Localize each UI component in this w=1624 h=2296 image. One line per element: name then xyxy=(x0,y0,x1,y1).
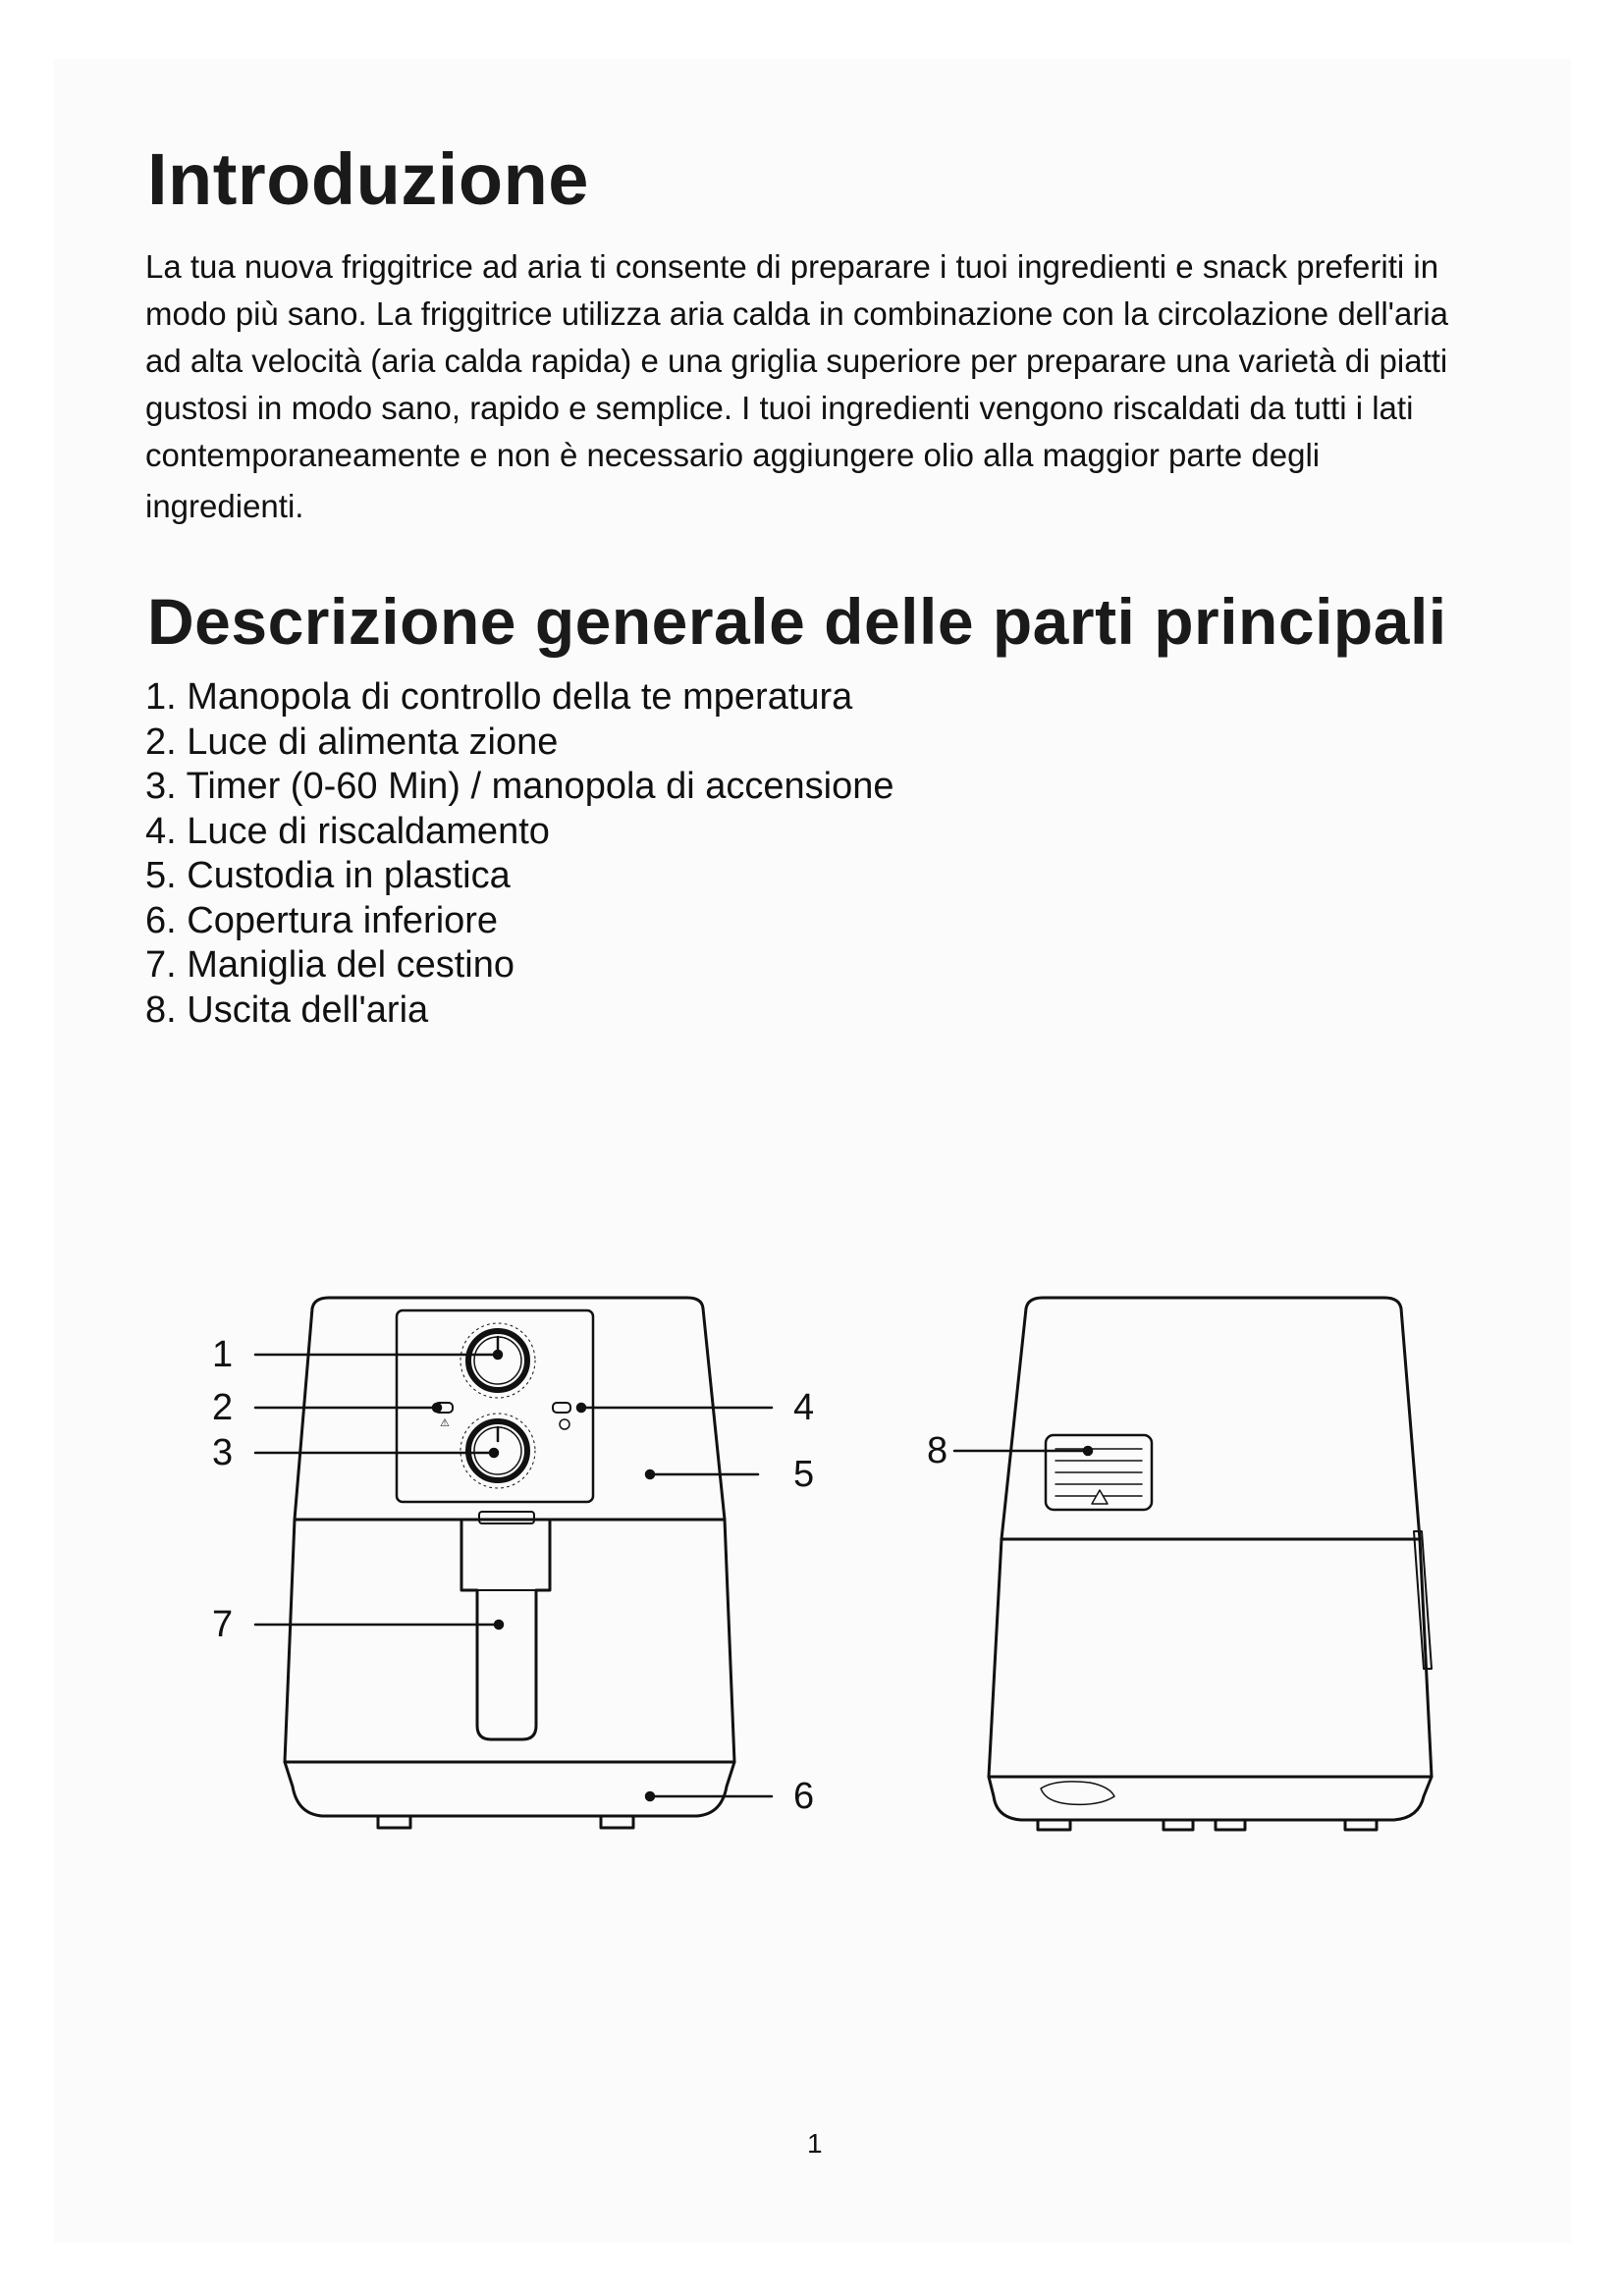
callout-1: 1 xyxy=(212,1334,234,1375)
callout-2: 2 xyxy=(212,1387,234,1428)
front-foot-right xyxy=(601,1816,633,1828)
front-foot-left xyxy=(378,1816,410,1828)
parts-list-item: 4. Luce di riscaldamento xyxy=(145,810,550,852)
front-leader-lines xyxy=(255,1351,772,1800)
air-outlet-icon xyxy=(1046,1435,1152,1510)
callout-3: 3 xyxy=(212,1432,234,1473)
bottom-cover xyxy=(285,1762,734,1816)
intro-line: contemporaneamente e non è necessario aggiungere olio alla maggior parte degli xyxy=(145,437,1321,473)
intro-line: ingredienti. xyxy=(145,488,304,524)
back-view-illustration xyxy=(989,1298,1432,1830)
parts-list-item: 2. Luce di alimenta zione xyxy=(145,721,559,763)
intro-heading: Introduzione xyxy=(147,138,589,220)
power-symbol xyxy=(560,1419,569,1429)
callout-8: 8 xyxy=(927,1430,948,1471)
back-upper-body xyxy=(1001,1308,1420,1539)
intro-line: ad alta velocità (aria calda rapida) e una griglia superiore per preparare una varietà di piatti xyxy=(145,343,1448,379)
intro-line: La tua nuova friggitrice ad aria ti consente di preparare i tuoi ingredienti e snack preferiti in xyxy=(145,248,1439,285)
page-number: 1 xyxy=(807,2128,823,2159)
back-lid xyxy=(1026,1298,1401,1308)
back-callouts xyxy=(927,1430,947,1471)
front-lid xyxy=(312,1298,703,1308)
rating-label-icon xyxy=(1041,1782,1114,1804)
front-view-illustration xyxy=(285,1298,734,1828)
control-panel xyxy=(397,1310,593,1502)
back-leader-lines xyxy=(954,1447,1092,1455)
intro-line: modo più sano. La friggitrice utilizza aria calda in combinazione con la circolazione dell'aria xyxy=(145,295,1449,332)
callout-6: 6 xyxy=(793,1776,815,1817)
temperature-knob xyxy=(460,1323,535,1398)
parts-list-item: 7. Maniglia del cestino xyxy=(145,944,514,986)
parts-heading: Descrizione generale delle parti principali xyxy=(147,585,1447,658)
heating-light xyxy=(553,1403,570,1413)
front-basket xyxy=(285,1520,734,1762)
power-light-symbol: ⚠ xyxy=(440,1416,450,1429)
back-lower-body xyxy=(989,1539,1432,1777)
intro-line: gustosi in modo sano, rapido e semplice. I tuoi ingredienti vengono riscaldati da tutti i lati xyxy=(145,390,1414,426)
callout-5: 5 xyxy=(793,1454,815,1495)
parts-list-item: 5. Custodia in plastica xyxy=(145,855,511,896)
callout-7: 7 xyxy=(212,1604,234,1645)
parts-list-item: 1. Manopola di controllo della te mperatura xyxy=(145,676,853,718)
basket-handle xyxy=(461,1522,550,1739)
parts-list-item: 8. Uscita dell'aria xyxy=(145,988,429,1031)
callout-4: 4 xyxy=(793,1387,815,1428)
parts-list-item: 6. Copertura inferiore xyxy=(145,899,499,941)
parts-list-item: 3. Timer (0-60 Min) / manopola di accensione xyxy=(145,766,894,807)
